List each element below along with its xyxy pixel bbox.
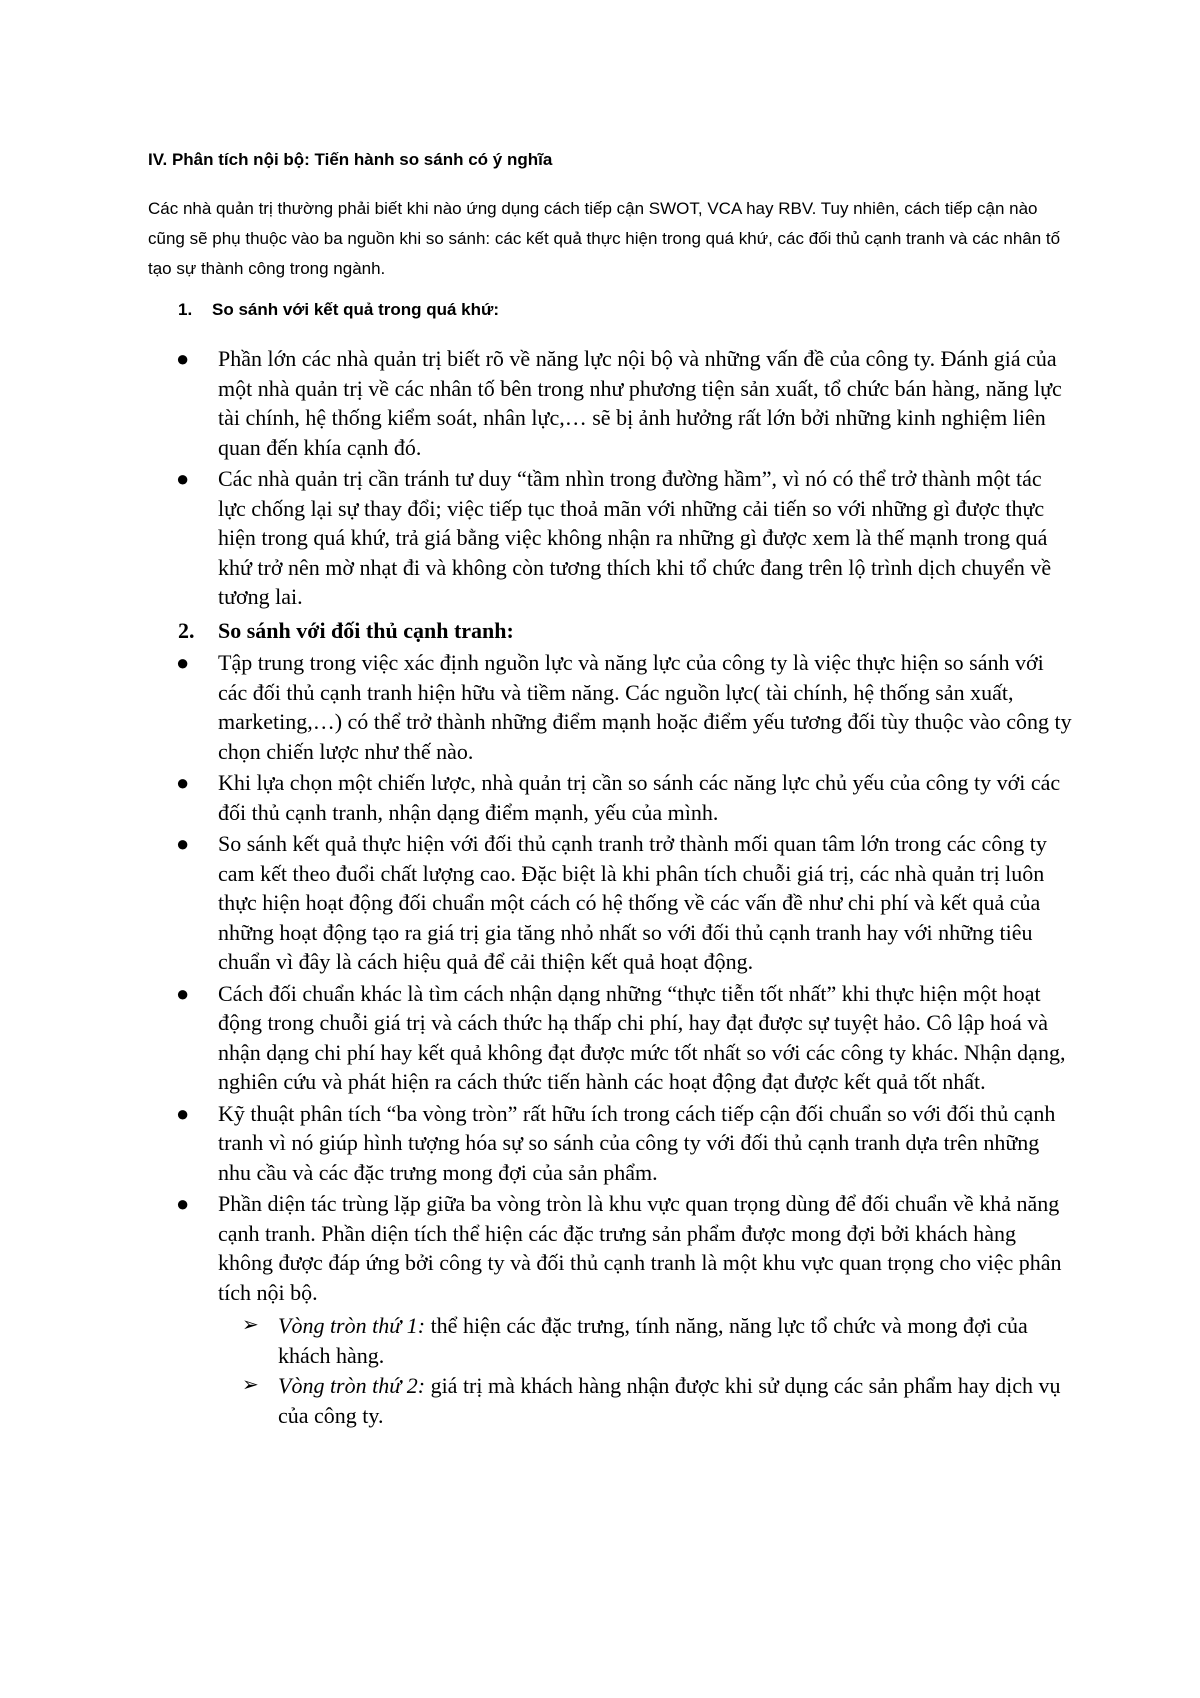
section1-title: So sánh với kết quả trong quá khứ: [212, 300, 499, 319]
arrow-bullet-icon: ➢ [242, 1374, 259, 1396]
section2-bullet-list [172, 648, 1072, 1309]
bullet-icon: ● [176, 980, 190, 1006]
sub-item-text: giá trị mà khách hàng nhận được khi sử dụng các sản phẩm hay dịch vụ của công ty. [278, 1373, 1061, 1428]
bullet-icon: ● [176, 650, 190, 675]
list-item: ● Tập trung trong việc xác định nguồn lực và năng lực của công ty là việc thực hiện so sánh với các đối thủ cạnh tranh hiện hữu và tiềm năng. Các nguồn lực( tài chính, hệ thống sản xuất, marketing,…) có thể trở thành những điểm mạnh hoặc điểm yếu tương đối tùy thuộc vào công ty chọn chiến lược như thế nào. [176, 650, 1072, 764]
section-heading: IV. Phân tích nội bộ: Tiến hành so sánh có ý nghĩa [148, 150, 553, 169]
bullet-icon: ● [176, 1191, 190, 1216]
section1-number: 1. [178, 300, 193, 319]
sub-item-label: Vòng tròn thứ 2: [278, 1373, 426, 1398]
list-item: ● Phần lớn các nhà quản trị biết rõ về năng lực nội bộ và những vấn đề của công ty. Đánh giá của một nhà quản trị về các nhân tố bên trong như phương tiện sản xuất, tổ chức bán hàng, năng lực tài chính, hệ thống kiểm soát, nhân lực,… sẽ bị ảnh hưởng rất lớn bởi những kinh nghiệm liên quan đến khía cạnh đó. [176, 346, 1062, 460]
list-item: ● Các nhà quản trị cần tránh tư duy “tầm nhìn trong đường hầm”, vì nó có thể trở thành một tác lực chống lại sự thay đổi; việc tiếp tục thoả mãn với những cải tiến so với những gì được thực hiện trong quá khứ, trả giá bằng việc không nhận ra những gì được xem là thế mạnh trong quá khứ trở nên mờ nhạt đi và không còn tương thích khi tổ chức đang trên lộ trình dịch chuyển về tương lai. [176, 466, 1052, 609]
bullet-icon: ● [176, 466, 190, 491]
list-item: ● Phần diện tác trùng lặp giữa ba vòng tròn là khu vực quan trọng dùng để đối chuẩn về khả năng cạnh tranh. Phần diện tích thể hiện các đặc trưng sản phẩm được mong đợi bởi khách hàng không được đáp ứng bởi công ty và đối thủ cạnh tranh là một khu vực quan trọng cho việc phân tích nội bộ. [176, 1191, 1062, 1305]
section1-bullet-list [172, 344, 1072, 614]
bullet-icon: ● [176, 1100, 190, 1126]
sub-list-item [242, 1371, 1072, 1430]
section1-heading [178, 300, 499, 320]
list-item: ● Cách đối chuẩn khác là tìm cách nhận dạng những “thực tiễn tốt nhất” khi thực hiện một hoạt động trong chuỗi giá trị và cách thức hạ thấp chi phí, hay đạt được sự tuyệt hảo. Cô lập hoá và nhận dạng chi phí hay kết quả không đạt được mức tốt nhất so với các công ty khác. Nhận dạng, nghiên cứu và phát hiện ra cách thức tiến hành các hoạt động đạt được kết quả tốt nhất. [176, 980, 1066, 1094]
intro-paragraph: Các nhà quản trị thường phải biết khi nào ứng dụng cách tiếp cận SWOT, VCA hay RBV. Tuy nhiên, cách tiếp cận nào cũng sẽ phụ thuộc vào ba nguồn khi so sánh: các kết quả thực hiện trong quá khứ, các đối thủ cạnh tranh và các nhân tố tạo sự thành công trong ngành. [148, 199, 1061, 278]
sub-item-label: Vòng tròn thứ 1: [278, 1313, 426, 1338]
bullet-icon: ● [176, 831, 190, 856]
list-item: ● Kỹ thuật phân tích “ba vòng tròn” rất hữu ích trong cách tiếp cận đối chuẩn so với đối thủ cạnh tranh vì nó giúp hình tượng hóa sự so sánh của công ty với đối thủ cạnh tranh dựa trên những nhu cầu và các đặc trưng mong đợi của sản phẩm. [176, 1100, 1056, 1185]
list-item: ● So sánh kết quả thực hiện với đối thủ cạnh tranh trở thành mối quan tâm lớn trong các công ty cam kết theo đuổi chất lượng cao. Đặc biệt là khi phân tích chuỗi giá trị, các nhà quản trị luôn thực hiện hoạt động đối chuẩn một cách có hệ thống về các vấn đề như chi phí và kết quả của những hoạt động tạo ra giá trị gia tăng nhỏ nhất so với đối thủ cạnh tranh hay với những tiêu chuẩn vì đây là cách hiệu quả để cải thiện kết quả hoạt động. [176, 831, 1047, 974]
list-item: ● Khi lựa chọn một chiến lược, nhà quản trị cần so sánh các năng lực chủ yếu của công ty với các đối thủ cạnh tranh, nhận dạng điểm mạnh, yếu của mình. [176, 770, 1061, 825]
sub-list-item [242, 1311, 1072, 1370]
circles-sub-list [242, 1311, 1072, 1431]
section2-heading [178, 618, 514, 644]
arrow-bullet-icon: ➢ [242, 1314, 259, 1336]
sub-item-text: thể hiện các đặc trưng, tính năng, năng lực tổ chức và mong đợi của khách hàng. [278, 1313, 1028, 1368]
section2-title: So sánh với đối thủ cạnh tranh: [218, 618, 514, 643]
bullet-icon: ● [176, 770, 190, 795]
bullet-icon: ● [176, 346, 190, 371]
section2-number: 2. [178, 618, 195, 643]
